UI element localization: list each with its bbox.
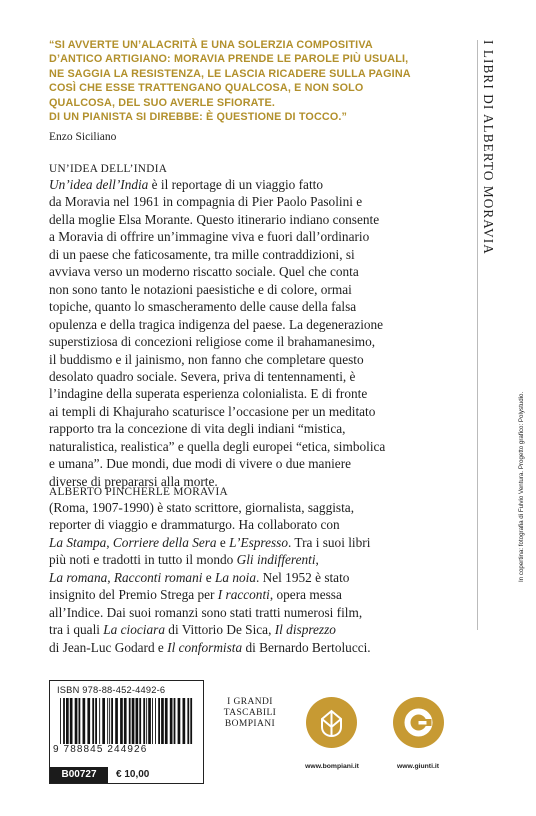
product-code: B00727 — [50, 767, 108, 783]
bio-line: tra i quali La ciociara di Vittorio De Sica, Il disprezzo — [49, 622, 336, 638]
description-line: e umana”. Due mondi, due modi di vivere o due maniere — [49, 456, 352, 472]
cover-credit: In copertina: fotografia di Fulvio Ventura. Progetto grafico: Polystudio. — [518, 391, 525, 582]
description-line: topiche, quanto lo smascheramento delle cause della falsa — [49, 299, 357, 315]
bio-line: insignito del Premio Strega per I racconti, opera messa — [49, 587, 342, 603]
description-line: naturalistica, realistica” e quella degli europei “etica, simbolica — [49, 438, 386, 454]
book-title: UN’IDEA DELL’INDIA — [49, 163, 168, 175]
series-logo: I GRANDI TASCABILI BOMPIANI — [223, 697, 277, 729]
description-line: diverse di prepararsi alla morte. — [49, 473, 218, 489]
quote — [49, 38, 469, 124]
description-line: superstiziosa di concezioni religiose come il brahamanesimo, — [49, 334, 376, 350]
description-line: Un’idea dell’India è il reportage di un viaggio fatto — [49, 177, 323, 192]
quote-line: COSÌ CHE ESSE TRATTENGANO QUALCOSA, E NON SOLO — [49, 82, 364, 95]
quote-line: D’ANTICO ARTIGIANO: MORAVIA PRENDE LE PAROLE PIÙ USUALI, — [49, 53, 409, 66]
description-line: non sono tanto le notazioni paesistiche e di colore, ormai — [49, 281, 352, 297]
description-line: da Moravia nel 1961 in compagnia di Pier Paolo Pasolini e — [49, 194, 363, 210]
isbn: ISBN 978-88-452-4492-6 — [57, 685, 166, 695]
bio-line: reporter di viaggio e drammaturgo. Ha collaborato con — [49, 517, 340, 533]
series-vertical-title: I LIBRI DI ALBERTO MORAVIA — [481, 40, 496, 255]
description-line: della moglie Elsa Morante. Questo itinerario indiano consente — [49, 211, 380, 227]
bompiani-url[interactable]: www.bompiani.it — [305, 763, 359, 770]
bio-line: La romana, Racconti romani e La noia. Nel 1952 è stato — [49, 569, 350, 585]
price: € 10,00 — [116, 769, 150, 780]
quote-line: “SI AVVERTE UN’ALACRITÀ E UNA SOLERZIA COMPOSITIVA — [49, 39, 373, 51]
description-line: rapporto tra la concezione di vita degli indiani “mistica, — [49, 421, 346, 437]
description-line: l’indagine della superata esperienza colonialista. E di fronte — [49, 386, 368, 402]
author-name: ALBERTO PINCHERLE MORAVIA — [49, 486, 229, 498]
bio-line: di Jean-Luc Godard e Il conformista di Bernardo Bertolucci. — [49, 639, 371, 655]
quote-line: DI UN PIANISTA SI DIREBBE: È QUESTIONE DI TOCCO.” — [49, 111, 348, 124]
description-line: il buddismo e il jainismo, non fanno che completare questo — [49, 351, 364, 367]
quote-line: QUALCOSA, DEL SUO AVERLE SFIORATE. — [49, 96, 276, 109]
book-description — [49, 176, 479, 490]
description-line: ai templi di Khajuraho scaturisce l’occasione per un meditato — [49, 403, 376, 419]
bio-line: (Roma, 1907-1990) è stato scrittore, giornalista, saggista, — [49, 500, 355, 515]
description-line: a Moravia di offrire un’immagine viva e fuori dall’ordinario — [49, 229, 370, 245]
description-line: di un paese che faticosamente, tra mille contraddizioni, si — [49, 246, 355, 262]
giunti-url[interactable]: www.giunti.it — [396, 763, 440, 770]
barcode-digits: 9 788845 244926 — [53, 744, 148, 755]
barcode-icon — [58, 698, 195, 744]
giunti-logo-icon — [393, 697, 444, 748]
description-line: avviava verso un moderno riscatto sociale. Quel che conta — [49, 264, 359, 280]
quote-line: NE SAGGIA LA RESISTENZA, LE LASCIA RICADERE SULLA PAGINA — [49, 67, 411, 80]
bio-line: più noti e tradotti in tutto il mondo Gli indifferenti, — [49, 552, 319, 568]
author-bio — [49, 499, 479, 656]
bio-line: La Stampa, Corriere della Sera e L’Espresso. Tra i suoi libri — [49, 534, 371, 550]
quote-author: Enzo Siciliano — [49, 131, 117, 143]
barcode-box — [49, 680, 204, 784]
description-line: desolato quadro sociale. Severa, priva di tentennamenti, è — [49, 368, 356, 384]
bompiani-logo-icon — [306, 697, 357, 748]
bio-line: all’Indice. Dai suoi romanzi sono stati tratti numerosi film, — [49, 604, 363, 620]
description-line: opulenza e della tragica indigenza del paese. La degenerazione — [49, 316, 384, 332]
